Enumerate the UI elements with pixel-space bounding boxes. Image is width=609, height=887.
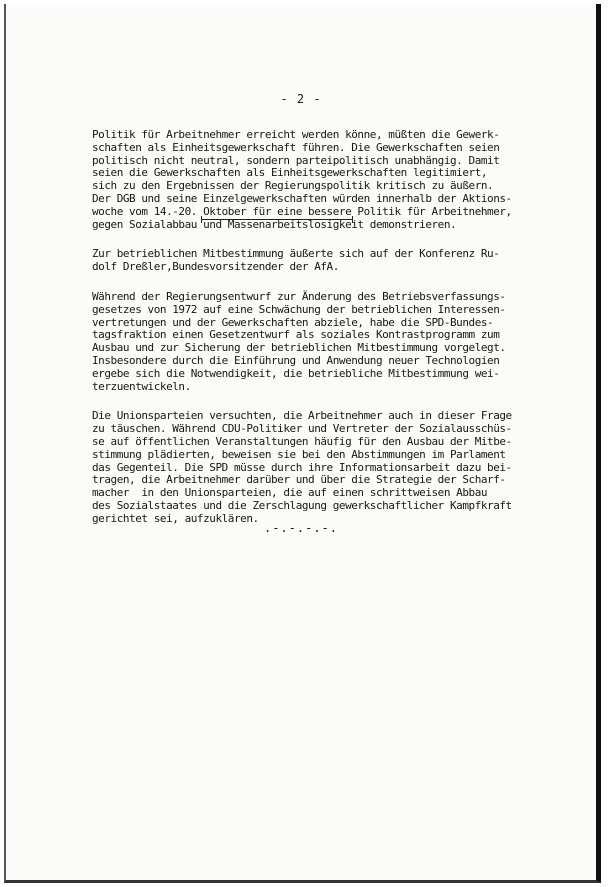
text-line: se auf öffentlichen Veranstaltungen häufig für den Ausbau der Mitbe-	[92, 434, 512, 448]
paragraph-3	[92, 291, 582, 393]
body-text	[92, 129, 582, 543]
text-line: stimmung plädierten, beweisen sie bei den Abstimmungen im Parlament	[92, 447, 506, 461]
paragraph-2	[92, 248, 582, 274]
text-line: terzuentwickeln.	[92, 379, 191, 393]
text-line: tagsfraktion einen Gesetzentwurf als soziales Kontrastprogramm zum	[92, 328, 500, 342]
text-line: Die Unionsparteien versuchten, die Arbeitnehmer auch in dieser Frage	[92, 409, 512, 423]
text-line: Ausbau und zur Sicherung der betrieblichen Mitbestimmung vorgelegt.	[92, 341, 506, 355]
text-line: Der DGB und seine Einzelgewerkschaften würden innerhalb der Aktions-	[92, 191, 512, 205]
text-line: Zur betrieblichen Mitbestimmung äußerte sich auf der Konferenz Ru-	[92, 247, 500, 261]
text-line: macher in den Unionsparteien, die auf einen schrittweisen Abbau	[92, 486, 488, 500]
text-line: dolf Dreßler,Bundesvorsitzender der AfA.	[92, 260, 339, 274]
text-line: das Gegenteil. Die SPD müsse durch ihre Informationsarbeit dazu bei-	[92, 460, 512, 474]
text-line: Insbesondere durch die Einführung und Anwendung neuer Technologien	[92, 353, 500, 367]
text-line: tragen, die Arbeitnehmer darüber und über die Strategie der Scharf-	[92, 473, 506, 487]
text-line: Politik für Arbeitnehmer erreicht werden könne, müßten die Gewerk-	[92, 128, 500, 141]
text-line: politisch nicht neutral, sondern parteipolitisch unabhängig. Damit	[92, 153, 500, 167]
handwritten-underline-mark	[92, 217, 582, 223]
text-line: gesetzes von 1972 auf eine Schwächung der betrieblichen Interessen-	[92, 302, 506, 316]
text-line: Während der Regierungsentwurf zur Änderung des Betriebsverfassungs-	[92, 289, 506, 303]
text-line: vertretungen und der Gewerkschaften abziele, habe die SPD-Bundes-	[92, 315, 494, 329]
text-line: gegen Sozialabbau und Massenarbeitslosigkeit demonstrieren.	[92, 217, 457, 231]
closing-mark: .-.-.-.-.	[263, 521, 339, 535]
text-line: schaften als Einheitsgewerkschaft führen. Die Gewerkschaften seien	[92, 140, 500, 154]
text-line: ergebe sich die Notwendigkeit, die betriebliche Mitbestimmung wei-	[92, 366, 500, 380]
text-line: gerichtet sei, aufzuklären.	[92, 511, 259, 525]
text-line: seien die Gewerkschaften als Einheitsgewerkschaften legitimiert,	[92, 166, 488, 180]
paragraph-1	[92, 129, 582, 231]
text-line: zu täuschen. Während CDU-Politiker und Vertreter der Sozialausschüs-	[92, 422, 512, 436]
text-line: woche vom 14.-20. Oktober für eine bessere Politik für Arbeitnehmer,	[92, 204, 512, 218]
text-line: sich zu den Ergebnissen der Regierungspolitik kritisch zu äußern.	[92, 179, 494, 193]
text-line: des Sozialstaates und die Zerschlagung gewerkschaftlicher Kampfkraft	[92, 498, 512, 512]
page-number: - 2 -	[280, 92, 322, 106]
document-page	[4, 4, 601, 883]
paragraph-4	[92, 410, 582, 525]
